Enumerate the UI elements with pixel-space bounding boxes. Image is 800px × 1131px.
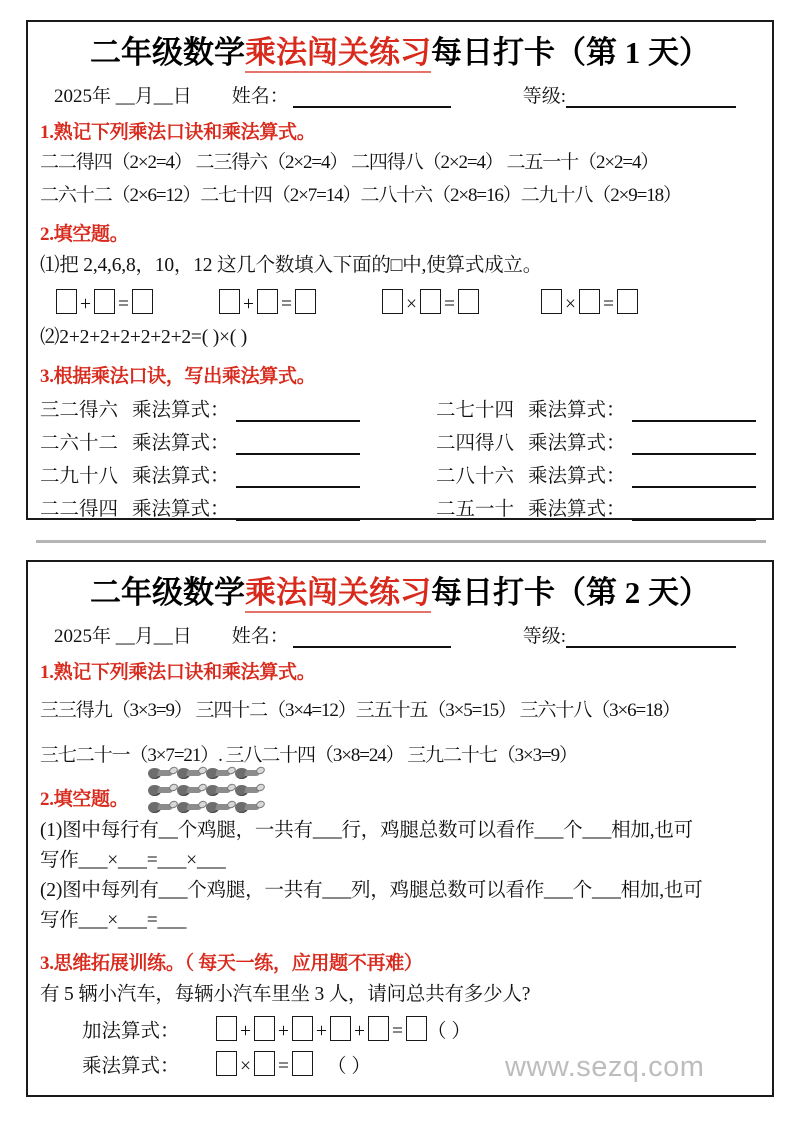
koujue-label: 乘法算式： — [132, 400, 230, 422]
name-input-line[interactable] — [293, 629, 451, 648]
worksheet-1-meta-row — [40, 81, 760, 108]
drumstick-icon — [148, 800, 177, 815]
title-suffix: 每日打卡（第 2 天） — [431, 575, 710, 610]
koujue-right — [436, 460, 760, 488]
name-label: 姓名： — [231, 85, 289, 107]
plus-symbol: + — [354, 1021, 365, 1043]
koujue-row — [40, 493, 760, 521]
section-2-heading: 2.填空题。 — [40, 788, 129, 810]
koujue-right — [436, 427, 760, 455]
grade-label: 等级: — [522, 625, 567, 647]
answer-square[interactable] — [406, 1016, 427, 1041]
koujue-right — [436, 493, 760, 521]
drumstick-icon — [177, 783, 206, 798]
drumstick-icon — [235, 800, 264, 815]
formula-line: 二六十二（2×6=12）二七十四（2×7=14）二八十六（2×8=16）二九十八（2×9=18） — [40, 184, 681, 206]
answer-square[interactable] — [382, 289, 403, 314]
plus-symbol: + — [278, 1021, 289, 1043]
answer-square[interactable] — [295, 289, 316, 314]
site-watermark: www.sezq.com — [505, 1051, 705, 1083]
multiplication-equation[interactable] — [216, 1050, 371, 1078]
sheet-separator — [36, 540, 766, 543]
koujue-row — [40, 427, 760, 455]
title-prefix: 二年级数学 — [90, 575, 245, 610]
answer-square[interactable] — [541, 289, 562, 314]
answer-line[interactable] — [632, 405, 756, 422]
date-text: 2025年 __月__日 — [54, 625, 192, 647]
answer-line[interactable] — [632, 504, 756, 521]
square-equation-1[interactable] — [56, 289, 153, 316]
spacer — [479, 289, 541, 316]
koujue-label: 乘法算式： — [528, 466, 626, 488]
drumstick-icon — [235, 783, 264, 798]
worksheet-day-1 — [26, 20, 774, 520]
equals-symbol: = — [392, 1021, 403, 1043]
answer-square[interactable] — [292, 1016, 313, 1041]
addition-label: 加法算式： — [82, 1021, 180, 1043]
name-input-line[interactable] — [293, 89, 451, 108]
section-1-heading: 1.熟记下列乘法口诀和乘法算式。 — [40, 661, 316, 683]
equals-symbol: = — [281, 294, 292, 316]
title-highlight: 乘法闯关练习 — [245, 35, 431, 73]
section-2-heading: 2.填空题。 — [40, 223, 129, 245]
koujue-label: 乘法算式： — [132, 466, 230, 488]
operator-symbol: + — [80, 294, 91, 316]
equals-symbol: = — [603, 294, 614, 316]
koujue-label: 乘法算式： — [528, 433, 626, 455]
answer-square[interactable] — [56, 289, 77, 314]
koujue-label: 乘法算式： — [528, 499, 626, 521]
answer-square[interactable] — [420, 289, 441, 314]
drumstick-icon — [206, 783, 235, 798]
answer-square[interactable] — [94, 289, 115, 314]
formula-line: 三三得九（3×3=9） 三四十二（3×4=12）三五十五（3×5=15） 三六十八（3×6=18） — [40, 699, 680, 721]
koujue-name: 二八十六 — [436, 466, 515, 488]
formula-line: 三七二十一（3×7=21）. 三八二十四（3×8=24） 三九二十七（3×3=9） — [40, 744, 577, 766]
answer-line[interactable] — [236, 504, 360, 521]
answer-square[interactable] — [254, 1016, 275, 1041]
answer-square[interactable] — [216, 1051, 237, 1076]
equals-symbol: = — [278, 1056, 289, 1078]
drumstick-row — [148, 800, 272, 817]
fill-blank-q1-line2: 写作___×___=___×___ — [40, 849, 226, 871]
drumstick-grid-image — [148, 766, 272, 817]
answer-square[interactable] — [254, 1051, 275, 1076]
answer-square[interactable] — [330, 1016, 351, 1041]
koujue-row — [40, 394, 760, 422]
square-equation-2[interactable] — [219, 289, 316, 316]
section-1-heading: 1.熟记下列乘法口诀和乘法算式。 — [40, 121, 316, 143]
formula-line: 二二得四（2×2=4） 二三得六（2×2=4） 二四得八（2×2=4） 二五一十（2×2=4） — [40, 151, 659, 173]
worksheet-day-2 — [26, 560, 774, 1097]
fill-blank-q1: ⑴把 2,4,6,8，10，12 这几个数填入下面的□中,使算式成立。 — [40, 254, 543, 276]
answer-square[interactable] — [579, 289, 600, 314]
addition-equation[interactable] — [216, 1015, 471, 1043]
drumstick-icon — [235, 766, 264, 781]
answer-line[interactable] — [236, 438, 360, 455]
drumstick-icon — [206, 766, 235, 781]
koujue-name: 二二得四 — [40, 499, 119, 521]
koujue-name: 二九十八 — [40, 466, 119, 488]
koujue-label: 乘法算式： — [132, 433, 230, 455]
title-suffix: 每日打卡（第 1 天） — [431, 35, 710, 70]
drumstick-icon — [177, 800, 206, 815]
answer-square[interactable] — [219, 289, 240, 314]
worksheet-2-meta-row — [40, 621, 760, 648]
koujue-left — [40, 493, 436, 521]
fill-blank-q2: ⑵2+2+2+2+2+2+2=( )×( ) — [40, 327, 248, 349]
worksheet-1-title — [40, 34, 760, 73]
koujue-left — [40, 460, 436, 488]
title-prefix: 二年级数学 — [90, 35, 245, 70]
grade-input-line[interactable] — [566, 89, 736, 108]
unit-parenthesis: （ ） — [327, 1056, 371, 1078]
unit-parenthesis: （ ） — [427, 1021, 471, 1043]
drumstick-row — [148, 783, 272, 800]
drumstick-icon — [206, 800, 235, 815]
name-label: 姓名： — [231, 625, 289, 647]
answer-square[interactable] — [368, 1016, 389, 1041]
spacer — [316, 289, 382, 316]
drumstick-icon — [177, 766, 206, 781]
fill-blank-q2-line1: (2)图中每列有___个鸡腿，一共有___列，鸡腿总数可以看作___个___相加,也可 — [40, 880, 703, 902]
answer-square[interactable] — [617, 289, 638, 314]
square-equation-row — [40, 289, 760, 316]
worksheet-2-title — [40, 574, 760, 613]
operator-symbol: × — [565, 294, 576, 316]
answer-line[interactable] — [632, 471, 756, 488]
fill-blank-q2-line2: 写作___×___=___ — [40, 910, 187, 932]
drumstick-icon — [148, 766, 177, 781]
koujue-left — [40, 427, 436, 455]
operator-symbol: + — [243, 294, 254, 316]
equals-symbol: = — [118, 294, 129, 316]
times-symbol: × — [240, 1056, 251, 1078]
equals-symbol: = — [444, 294, 455, 316]
square-equation-3[interactable] — [382, 289, 479, 316]
answer-square[interactable] — [292, 1051, 313, 1076]
grade-input-line[interactable] — [566, 629, 736, 648]
grade-label: 等级: — [522, 85, 567, 107]
addition-equation-row — [40, 1015, 760, 1043]
fill-blank-q1-line1: (1)图中每行有__个鸡腿，一共有___行，鸡腿总数可以看作___个___相加,也可 — [40, 819, 693, 841]
section-3-heading: 3.思维拓展训练。（ 每天一练，应用题不再难） — [40, 952, 423, 974]
multiplication-label: 乘法算式： — [82, 1056, 180, 1078]
koujue-name: 二四得八 — [436, 433, 515, 455]
koujue-name: 二五一十 — [436, 499, 515, 521]
date-text: 2025年 __月__日 — [54, 85, 192, 107]
koujue-label: 乘法算式： — [528, 400, 626, 422]
koujue-left — [40, 394, 436, 422]
drumstick-row — [148, 766, 272, 783]
plus-symbol: + — [316, 1021, 327, 1043]
koujue-name: 三二得六 — [40, 400, 119, 422]
word-problem-text: 有 5 辆小汽车，每辆小汽车里坐 3 人，请问总共有多少人? — [40, 983, 531, 1005]
koujue-right — [436, 394, 760, 422]
operator-symbol: × — [406, 294, 417, 316]
square-equation-4[interactable] — [541, 289, 638, 316]
answer-line[interactable] — [236, 405, 360, 422]
answer-square[interactable] — [132, 289, 153, 314]
koujue-row — [40, 460, 760, 488]
answer-square[interactable] — [458, 289, 479, 314]
koujue-label: 乘法算式： — [132, 499, 230, 521]
answer-line[interactable] — [236, 471, 360, 488]
drumstick-icon — [148, 783, 177, 798]
koujue-name: 二六十二 — [40, 433, 119, 455]
title-highlight: 乘法闯关练习 — [245, 575, 431, 613]
answer-line[interactable] — [632, 438, 756, 455]
answer-square[interactable] — [216, 1016, 237, 1041]
plus-symbol: + — [240, 1021, 251, 1043]
koujue-name: 二七十四 — [436, 400, 515, 422]
section-3-heading: 3.根据乘法口诀，写出乘法算式。 — [40, 366, 316, 388]
spacer — [153, 289, 219, 316]
answer-square[interactable] — [257, 289, 278, 314]
